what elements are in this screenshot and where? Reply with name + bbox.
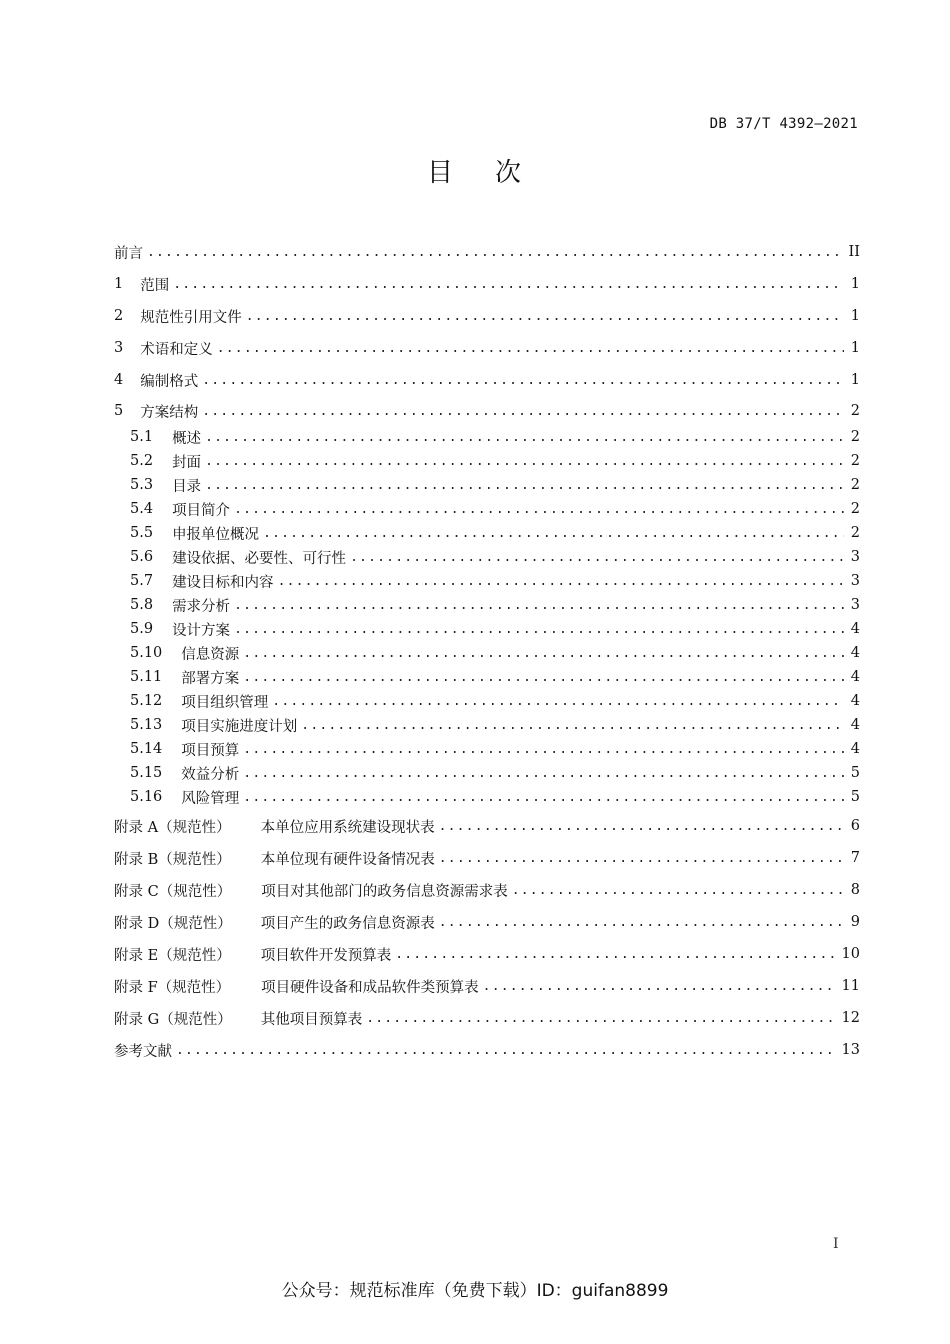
toc-entry[interactable] <box>114 273 860 295</box>
toc-title-char-1: 目 <box>426 158 455 188</box>
toc-leader-dots <box>202 373 844 388</box>
toc-entry-label: 项目产生的政务信息资源表 <box>260 915 435 932</box>
toc-entry-page: 1 <box>850 372 860 388</box>
toc-leader-dots <box>272 694 844 709</box>
toc-entry[interactable] <box>130 618 860 640</box>
toc-entry[interactable] <box>130 570 860 592</box>
toc-entry-number: 5.8 <box>130 597 154 613</box>
toc-entry-number: 附录 E（规范性） <box>114 947 231 964</box>
toc-leader-dots <box>439 819 844 834</box>
toc-entry-page: 4 <box>850 669 860 685</box>
toc-entry-page: 1 <box>850 276 860 292</box>
toc-entry-page: 8 <box>850 882 860 898</box>
toc-entry-number: 5.13 <box>130 717 163 733</box>
toc-entry[interactable] <box>130 714 860 736</box>
toc-entry[interactable] <box>130 642 860 664</box>
toc-entry-number: 1 <box>114 276 124 292</box>
toc-entry-label: 信息资源 <box>181 646 240 663</box>
toc-entry-label: 前言 <box>114 245 143 262</box>
toc-leader-dots <box>243 670 844 685</box>
toc-title <box>0 152 950 189</box>
toc-entry-number: 3 <box>114 340 124 356</box>
toc-entry-number: 附录 G（规范性） <box>114 1011 232 1028</box>
toc-entry-page: 11 <box>841 978 860 994</box>
toc-leader-dots <box>243 742 844 757</box>
toc-entry[interactable] <box>114 911 860 933</box>
toc-entry[interactable] <box>114 975 860 997</box>
toc-entry-number: 附录 B（规范性） <box>114 851 231 868</box>
toc-leader-dots <box>483 979 836 994</box>
toc-entry-number: 5.9 <box>130 621 154 637</box>
toc-entry-page: 4 <box>850 693 860 709</box>
toc-entry-label: 需求分析 <box>172 598 231 615</box>
toc-leader-dots <box>173 277 844 292</box>
toc-leader-dots <box>350 550 844 565</box>
toc-entry-page: 4 <box>850 741 860 757</box>
toc-entry-label: 项目软件开发预算表 <box>260 947 392 964</box>
toc-entry[interactable] <box>130 666 860 688</box>
toc-entry-page: 2 <box>850 429 860 445</box>
toc-entry-label: 参考文献 <box>114 1043 172 1060</box>
toc-entry[interactable] <box>114 943 860 965</box>
toc-entry-label: 建设依据、必要性、可行性 <box>172 550 347 567</box>
toc-entry[interactable] <box>114 305 860 327</box>
toc-entry-page: 10 <box>841 946 860 962</box>
toc-entry-number: 附录 D（规范性） <box>114 915 232 932</box>
toc-entry-number: 2 <box>114 308 124 324</box>
toc-leader-dots <box>439 851 844 866</box>
toc-entry-label: 风险管理 <box>181 790 240 807</box>
toc-leader-dots <box>278 574 844 589</box>
toc-entry-page: 3 <box>850 597 860 613</box>
toc-entry-label: 规范性引用文件 <box>140 309 242 326</box>
toc-entry-number: 5 <box>114 403 124 419</box>
toc-entry-page: 2 <box>850 501 860 517</box>
toc-leader-dots <box>234 622 844 637</box>
toc-entry-label: 封面 <box>172 454 202 471</box>
toc-leader-dots <box>176 1043 836 1058</box>
toc-entry-number: 5.12 <box>130 693 163 709</box>
toc-entry-label: 项目简介 <box>172 502 231 519</box>
toc-entry[interactable] <box>130 762 860 784</box>
toc-entry-label: 效益分析 <box>181 766 240 783</box>
toc-leader-dots <box>205 478 844 493</box>
toc-entry-number: 5.16 <box>130 789 163 805</box>
toc-entry-page: 2 <box>850 477 860 493</box>
toc-entry[interactable] <box>114 1007 860 1029</box>
toc-entry-label: 部署方案 <box>181 670 240 687</box>
toc-entry-number: 5.6 <box>130 549 154 565</box>
toc-entry-page: 2 <box>850 525 860 541</box>
toc-entry-page: 6 <box>850 818 860 834</box>
toc-entry-page: 1 <box>850 308 860 324</box>
toc-entry[interactable] <box>130 786 860 808</box>
toc-entry[interactable] <box>130 738 860 760</box>
toc-leader-dots <box>147 245 843 260</box>
toc-entry-page: 4 <box>850 717 860 733</box>
toc-entry-number: 5.1 <box>130 429 154 445</box>
toc-entry[interactable] <box>130 594 860 616</box>
toc-entry-number: 附录 A（规范性） <box>114 819 231 836</box>
toc-entry-number: 5.15 <box>130 765 163 781</box>
toc-leader-dots <box>246 309 844 324</box>
toc-entry-number: 5.14 <box>130 741 163 757</box>
toc-entry-label: 申报单位概况 <box>172 526 260 543</box>
toc-entry-label: 方案结构 <box>140 404 199 421</box>
toc-entry[interactable] <box>114 400 860 422</box>
toc-entry[interactable] <box>130 450 860 472</box>
toc-entry[interactable] <box>114 847 860 869</box>
toc-entry[interactable] <box>114 369 860 391</box>
toc-leader-dots <box>366 1011 835 1026</box>
toc-entry-number: 5.11 <box>130 669 163 685</box>
toc-entry-number: 附录 C（规范性） <box>114 883 232 900</box>
toc-entry-page: 4 <box>850 645 860 661</box>
toc-entry-label: 项目硬件设备和成品软件类预算表 <box>261 979 479 996</box>
toc-entry-label: 本单位现有硬件设备情况表 <box>260 851 435 868</box>
toc-entry-page: 3 <box>850 573 860 589</box>
toc-entry-number: 5.2 <box>130 453 154 469</box>
toc-entry-page: 5 <box>850 789 860 805</box>
toc-entry[interactable] <box>130 522 860 544</box>
toc-entry-page: 5 <box>850 765 860 781</box>
toc-entry-page: 9 <box>850 914 860 930</box>
toc-entry-number: 5.5 <box>130 525 154 541</box>
toc-leader-dots <box>202 404 844 419</box>
toc-entry-number: 附录 F（规范性） <box>114 979 231 996</box>
toc-leader-dots <box>301 718 844 733</box>
toc-entry-page: II <box>848 244 860 260</box>
toc-title-char-2: 次 <box>495 158 524 188</box>
toc-leader-dots <box>234 598 844 613</box>
toc-leader-dots <box>395 947 835 962</box>
toc-entry-label: 项目预算 <box>181 742 240 759</box>
toc-entry-number: 5.7 <box>130 573 154 589</box>
toc-entry-label: 项目组织管理 <box>181 694 269 711</box>
toc-entry[interactable] <box>130 546 860 568</box>
toc-entry-page: 7 <box>850 850 860 866</box>
toc-entry-page: 1 <box>850 340 860 356</box>
toc-entry[interactable] <box>114 1039 860 1061</box>
toc-entry[interactable] <box>114 337 860 359</box>
toc-entry[interactable] <box>114 815 860 837</box>
toc-entry-number: 5.3 <box>130 477 154 493</box>
toc-leader-dots <box>243 766 844 781</box>
toc-entry-label: 目录 <box>172 478 202 495</box>
toc-leader-dots <box>439 915 844 930</box>
toc-entry-label: 设计方案 <box>172 622 231 639</box>
toc-entry[interactable] <box>130 498 860 520</box>
page-number: I <box>833 1236 839 1252</box>
toc-entry-label: 本单位应用系统建设现状表 <box>260 819 435 836</box>
toc-entry-label: 概述 <box>172 430 202 447</box>
toc-entry-label: 范围 <box>140 277 170 294</box>
toc-entry-page: 12 <box>841 1010 860 1026</box>
toc-entry[interactable] <box>114 879 860 901</box>
toc-entry-page: 3 <box>850 549 860 565</box>
toc-entry-number: 4 <box>114 372 124 388</box>
toc-leader-dots <box>243 646 844 661</box>
toc-entry-number: 5.10 <box>130 645 163 661</box>
toc-entry-page: 13 <box>841 1042 860 1058</box>
toc-entry-number: 5.4 <box>130 501 154 517</box>
toc-leader-dots <box>243 790 844 805</box>
watermark-text: 公众号：规范标准库（免费下载）ID：guifan8899 <box>281 1281 669 1301</box>
toc-entry-label: 项目实施进度计划 <box>181 718 298 735</box>
toc-leader-dots <box>217 341 844 356</box>
toc-leader-dots <box>205 430 844 445</box>
toc-entry[interactable] <box>130 426 860 448</box>
toc-entry-page: 4 <box>850 621 860 637</box>
toc-entry-label: 编制格式 <box>140 373 199 390</box>
toc-entry[interactable] <box>114 241 860 263</box>
toc-leader-dots <box>512 883 844 898</box>
toc-entry-label: 项目对其他部门的政务信息资源需求表 <box>261 883 508 900</box>
toc-entry-label: 其他项目预算表 <box>260 1011 363 1028</box>
toc-entry-label: 建设目标和内容 <box>172 574 274 591</box>
toc-entry[interactable] <box>130 690 860 712</box>
toc-leader-dots <box>234 502 844 517</box>
toc-entry-label: 术语和定义 <box>140 341 213 358</box>
toc-entry-page: 2 <box>850 453 860 469</box>
toc-leader-dots <box>263 526 844 541</box>
toc-leader-dots <box>205 454 844 469</box>
toc-entry-page: 2 <box>850 403 860 419</box>
document-code: DB 37/T 4392—2021 <box>709 116 858 132</box>
toc-entry[interactable] <box>130 474 860 496</box>
